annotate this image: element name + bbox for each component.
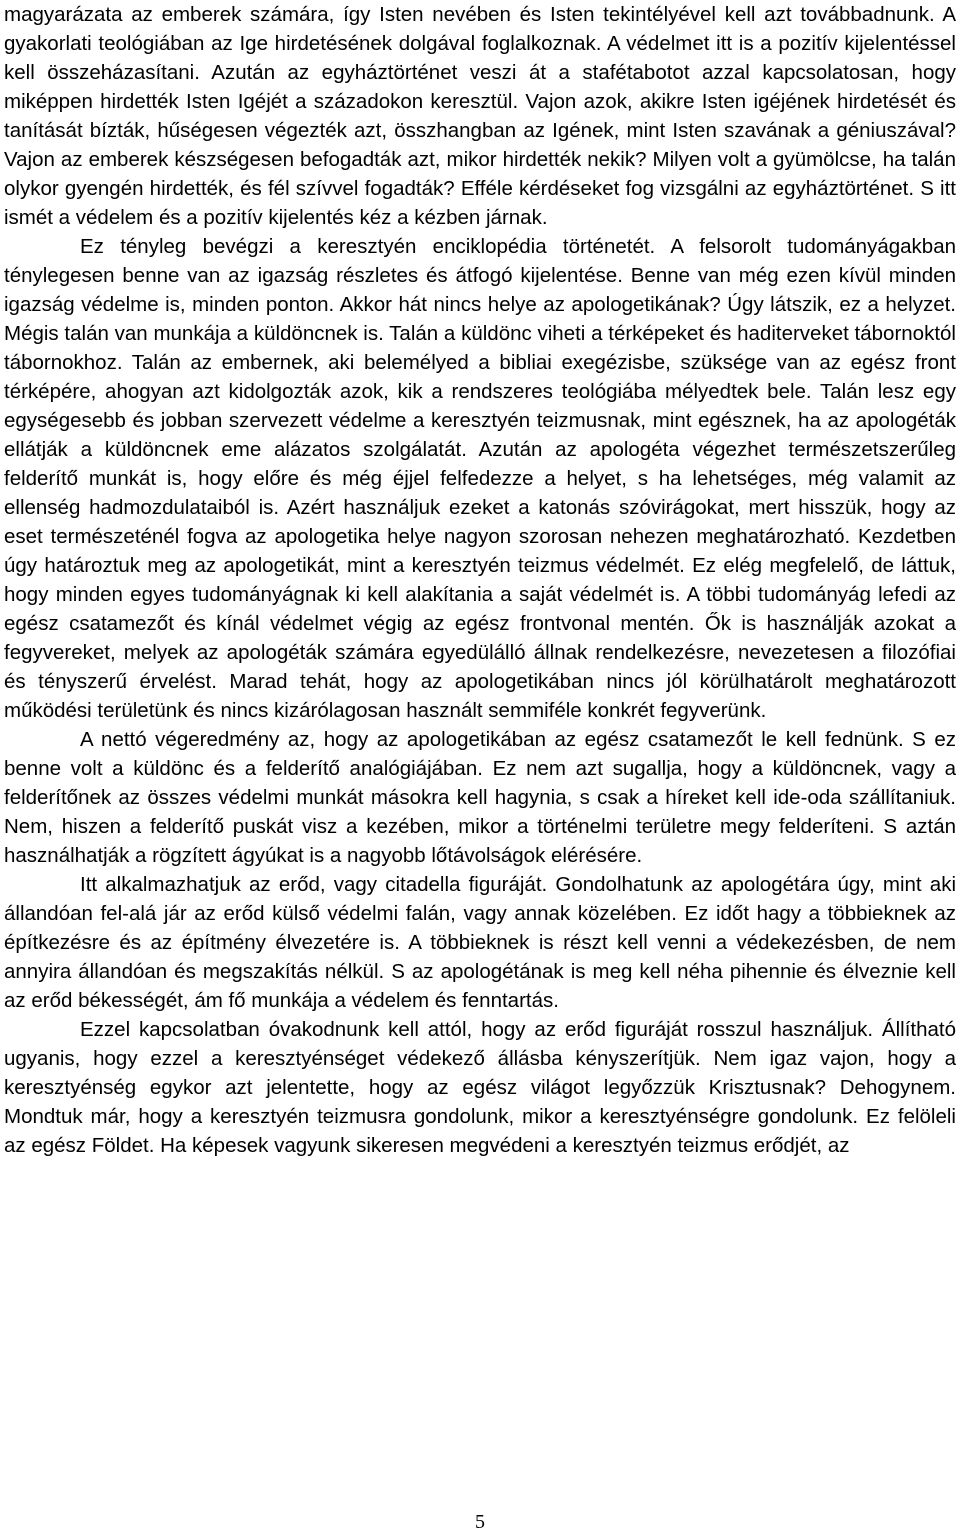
page-number: 5 (475, 1511, 485, 1533)
document-page (4, 0, 956, 1160)
paragraph-3: A nettó végeredmény az, hogy az apologetikában az egész csatamezőt le kell fednünk. S ez benne volt a küldönc és a felderítő analógiájában. Ez nem azt sugallja, hogy a küldöncnek, vagy a felderítőnek az összes védelmi munkát másokra kell hagynia, s csak a híreket kell ide-oda szállítaniuk. Nem, hiszen a felderítő puskát visz a kezében, mikor a történelmi területre megy felderíteni. S aztán használhatják a rögzített ágyúkat is a nagyobb lőtávolságok elérésére. (4, 728, 956, 867)
paragraph-2: Ez tényleg bevégzi a keresztyén enciklopédia történetét. A felsorolt tudományágakban ténylegesen benne van az igazság részletes és átfogó kijelentése. Benne van még ezen kívül minden igazság védelme is, minden ponton. Akkor hát nincs helye az apologetikának? Úgy látszik, ez a helyzet. Mégis talán van munkája a küldöncnek is. Talán a küldönc viheti a térképeket és haditerveket tábornoktól tábornokhoz. Talán az embernek, aki belemélyed a bibliai exegézisbe, szüksége van az egész front térképére, ahogyan azt kidolgozták azok, kik a rendszeres teológiába mélyedtek bele. Talán lesz egy egységesebb és jobban szervezett védelme a keresztyén teizmusnak, mint egésznek, ha az apologéták ellátják a küldöncnek eme alázatos szolgálatát. Azután az apologéta végezhet természetszerűleg felderítő munkát is, hogy előre és még éjjel felfedezze a helyet, s ha lehetséges, még valamit az ellenség hadmozdulataiból is. Azért használjuk ezeket a katonás szóvirágokat, mert hisszük, hogy az eset természeténél fogva az apologetika helye nagyon szorosan nehezen meghatározható. Kezdetben úgy határoztuk meg az apologetikát, mint a keresztyén teizmus védelmét. Ez elég megfelelő, de láttuk, hogy minden egyes tudományágnak ki kell alakítania a saját védelmét is. A többi tudományág lefedi az egész csatamezőt és kínál védelmet végig az egész frontvonal mentén. Ők is használják azokat a fegyvereket, melyek az apologéták számára egyedülálló állnak rendelkezésre, nevezetesen a filozófiai és tényszerű érvelést. Marad tehát, hogy az apologetikában nincs jól körülhatárolt meghatározott működési területünk és nincs kizárólagosan használt semmiféle konkrét fegyverünk. (4, 235, 956, 722)
paragraph-4: Itt alkalmazhatjuk az erőd, vagy citadella figuráját. Gondolhatunk az apologétára úgy, mint aki állandóan fel-alá jár az erőd külső védelmi falán, vagy annak közelében. Ez időt hagy a többieknek az építkezésre és az építmény élvezetére is. A többieknek is részt kell venni a védekezésben, de nem annyira állandóan és megszakítás nélkül. S az apologétának is meg kell néha pihennie és élveznie kell az erőd békességét, ám fő munkája a védelem és fenntartás. (4, 873, 956, 1012)
paragraph-5: Ezzel kapcsolatban óvakodnunk kell attól, hogy az erőd figuráját rosszul használjuk. Állítható ugyanis, hogy ezzel a keresztyénséget védekező állásba kényszerítjük. Nem igaz vajon, hogy a keresztyénség egykor azt jelentette, hogy az egész világot legyőzzük Krisztusnak? Dehogynem. Mondtuk már, hogy a keresztyén teizmusra gondolunk, mikor a keresztyénségre gondolunk. Ez felöleli az egész Földet. Ha képesek vagyunk sikeresen megvédeni a keresztyén teizmus erődjét, az (4, 1018, 956, 1157)
paragraph-1: magyarázata az emberek számára, így Isten nevében és Isten tekintélyével kell azt továbbadnunk. A gyakorlati teológiában az Ige hirdetésének dolgával foglalkoznak. A védelmet itt is a pozitív kijelentéssel kell összeházasítani. Azután az egyháztörténet veszi át a stafétabotot azzal kapcsolatosan, hogy miképpen hirdették Isten Igéjét a századokon keresztül. Vajon azok, akikre Isten igéjének hirdetését és tanítását bízták, hűségesen végezték azt, összhangban az Igének, mint Isten szavának a géniuszával? Vajon az emberek készségesen befogadták azt, mikor hirdették nekik? Milyen volt a gyümölcse, ha talán olykor gyengén hirdették, és fél szívvel fogadták? Efféle kérdéseket fog vizsgálni az egyháztörténet. S itt ismét a védelem és a pozitív kijelentés kéz a kézben járnak. (4, 3, 956, 229)
